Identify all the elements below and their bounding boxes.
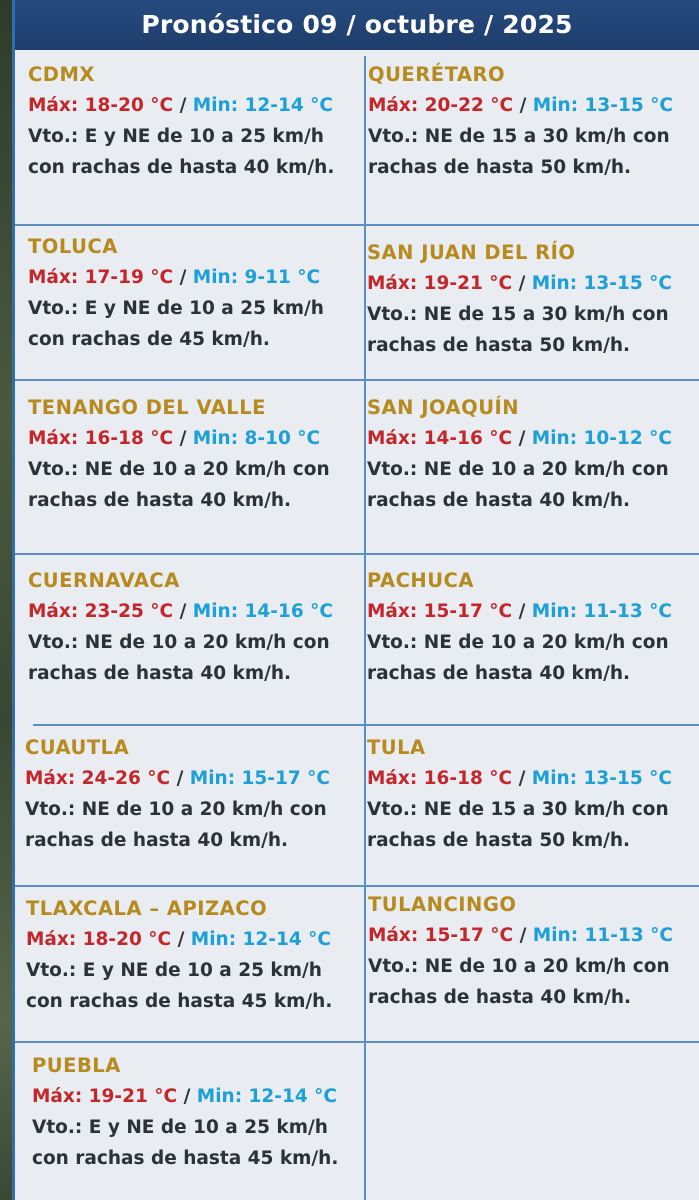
- max-temperature: Máx: 18-20 °C: [28, 95, 174, 116]
- temperature-line: [368, 920, 699, 951]
- forecast-card: [28, 392, 364, 516]
- forecast-card: [368, 889, 699, 1013]
- wind-line: Vto.: E y NE de 10 a 25 km/h: [26, 960, 322, 981]
- city-name: SAN JOAQUÍN: [367, 396, 520, 419]
- forecast-card: [25, 732, 361, 856]
- wind-line: Vto.: NE de 10 a 20 km/h con: [367, 459, 669, 480]
- forecast-card: [367, 565, 699, 689]
- gust-line: rachas de hasta 40 km/h.: [25, 830, 289, 851]
- forecast-card: [367, 732, 699, 856]
- wind-line: Vto.: NE de 15 a 30 km/h con: [368, 126, 670, 147]
- temperature-line: [28, 90, 364, 121]
- city-name: PACHUCA: [367, 569, 474, 592]
- min-temperature: Min: 11-13 °C: [532, 925, 673, 946]
- row-divider: [15, 1041, 699, 1043]
- min-temperature: Min: 13-15 °C: [532, 95, 673, 116]
- temperature-line: [28, 596, 364, 627]
- max-temperature: Máx: 23-25 °C: [28, 601, 174, 622]
- row-divider: [15, 224, 699, 226]
- max-temperature: Máx: 18-20 °C: [26, 929, 172, 950]
- forecast-card: [368, 59, 699, 183]
- max-temperature: Máx: 15-17 °C: [367, 601, 513, 622]
- temp-separator: /: [518, 273, 526, 294]
- temperature-line: [367, 423, 699, 454]
- temp-separator: /: [183, 1086, 191, 1107]
- max-temperature: Máx: 20-22 °C: [368, 95, 514, 116]
- wind-line: Vto.: E y NE de 10 a 25 km/h: [32, 1117, 328, 1138]
- temperature-line: [28, 262, 364, 293]
- temp-separator: /: [518, 768, 526, 789]
- gust-line: con rachas de hasta 40 km/h.: [28, 157, 335, 178]
- forecast-header-title: Pronóstico 09 / octubre / 2025: [15, 0, 699, 50]
- wind-line: Vto.: NE de 10 a 20 km/h con: [25, 799, 327, 820]
- gust-line: con rachas de 45 km/h.: [28, 329, 270, 350]
- min-temperature: Min: 9-11 °C: [192, 267, 321, 288]
- temperature-line: [368, 90, 699, 121]
- temp-separator: /: [518, 428, 526, 449]
- city-name: PUEBLA: [32, 1054, 121, 1077]
- forecast-card: [367, 392, 699, 516]
- temperature-line: [32, 1081, 368, 1112]
- row-divider: [15, 553, 699, 555]
- forecast-panel: [12, 0, 699, 1200]
- min-temperature: Min: 13-15 °C: [531, 273, 672, 294]
- max-temperature: Máx: 24-26 °C: [25, 768, 171, 789]
- city-name: CUERNAVACA: [28, 569, 180, 592]
- temperature-line: [367, 596, 699, 627]
- max-temperature: Máx: 16-18 °C: [28, 428, 174, 449]
- row-divider: [15, 885, 699, 887]
- forecast-card: [32, 1050, 368, 1174]
- max-temperature: Máx: 19-21 °C: [32, 1086, 178, 1107]
- min-temperature: Min: 12-14 °C: [192, 95, 333, 116]
- wind-line: Vto.: NE de 10 a 20 km/h con: [28, 632, 330, 653]
- temp-separator: /: [519, 925, 527, 946]
- min-temperature: Min: 8-10 °C: [192, 428, 321, 449]
- temp-separator: /: [176, 768, 184, 789]
- min-temperature: Min: 14-16 °C: [192, 601, 333, 622]
- forecast-grid: [15, 50, 699, 1200]
- forecast-card: [28, 565, 364, 689]
- min-temperature: Min: 15-17 °C: [189, 768, 330, 789]
- temperature-line: [367, 763, 699, 794]
- temperature-line: [25, 763, 361, 794]
- temperature-line: [28, 423, 364, 454]
- gust-line: rachas de hasta 40 km/h.: [367, 490, 631, 511]
- forecast-card: [367, 237, 699, 361]
- city-name: TULANCINGO: [368, 893, 517, 916]
- gust-line: rachas de hasta 40 km/h.: [28, 663, 292, 684]
- city-name: TOLUCA: [28, 235, 118, 258]
- min-temperature: Min: 10-12 °C: [531, 428, 672, 449]
- gust-line: rachas de hasta 50 km/h.: [368, 157, 632, 178]
- temp-separator: /: [179, 95, 187, 116]
- forecast-card: [28, 59, 364, 183]
- min-temperature: Min: 11-13 °C: [531, 601, 672, 622]
- city-name: TENANGO DEL VALLE: [28, 396, 266, 419]
- wind-line: Vto.: E y NE de 10 a 25 km/h: [28, 298, 324, 319]
- forecast-card: [26, 893, 362, 1017]
- min-temperature: Min: 12-14 °C: [196, 1086, 337, 1107]
- max-temperature: Máx: 19-21 °C: [367, 273, 513, 294]
- wind-line: Vto.: NE de 10 a 20 km/h con: [368, 956, 670, 977]
- gust-line: rachas de hasta 50 km/h.: [367, 335, 631, 356]
- gust-line: rachas de hasta 40 km/h.: [28, 490, 292, 511]
- column-divider: [364, 56, 366, 1200]
- row-divider: [15, 379, 699, 381]
- min-temperature: Min: 13-15 °C: [531, 768, 672, 789]
- temp-separator: /: [179, 267, 187, 288]
- temp-separator: /: [518, 601, 526, 622]
- temp-separator: /: [179, 428, 187, 449]
- city-name: QUERÉTARO: [368, 63, 506, 86]
- max-temperature: Máx: 14-16 °C: [367, 428, 513, 449]
- temperature-line: [26, 924, 362, 955]
- wind-line: Vto.: NE de 10 a 20 km/h con: [28, 459, 330, 480]
- row-divider: [33, 724, 699, 726]
- temp-separator: /: [179, 601, 187, 622]
- gust-line: rachas de hasta 50 km/h.: [367, 830, 631, 851]
- wind-line: Vto.: NE de 10 a 20 km/h con: [367, 632, 669, 653]
- temperature-line: [367, 268, 699, 299]
- temp-separator: /: [177, 929, 185, 950]
- city-name: CUAUTLA: [25, 736, 130, 759]
- gust-line: con rachas de hasta 45 km/h.: [32, 1148, 339, 1169]
- gust-line: rachas de hasta 40 km/h.: [368, 987, 632, 1008]
- wind-line: Vto.: E y NE de 10 a 25 km/h: [28, 126, 324, 147]
- gust-line: rachas de hasta 40 km/h.: [367, 663, 631, 684]
- city-name: SAN JUAN DEL RÍO: [367, 241, 576, 264]
- wind-line: Vto.: NE de 15 a 30 km/h con: [367, 304, 669, 325]
- temp-separator: /: [519, 95, 527, 116]
- max-temperature: Máx: 16-18 °C: [367, 768, 513, 789]
- city-name: CDMX: [28, 63, 95, 86]
- city-name: TULA: [367, 736, 426, 759]
- max-temperature: Máx: 15-17 °C: [368, 925, 514, 946]
- min-temperature: Min: 12-14 °C: [190, 929, 331, 950]
- wind-line: Vto.: NE de 15 a 30 km/h con: [367, 799, 669, 820]
- city-name: TLAXCALA – APIZACO: [26, 897, 268, 920]
- gust-line: con rachas de hasta 45 km/h.: [26, 991, 333, 1012]
- forecast-card: [28, 231, 364, 355]
- max-temperature: Máx: 17-19 °C: [28, 267, 174, 288]
